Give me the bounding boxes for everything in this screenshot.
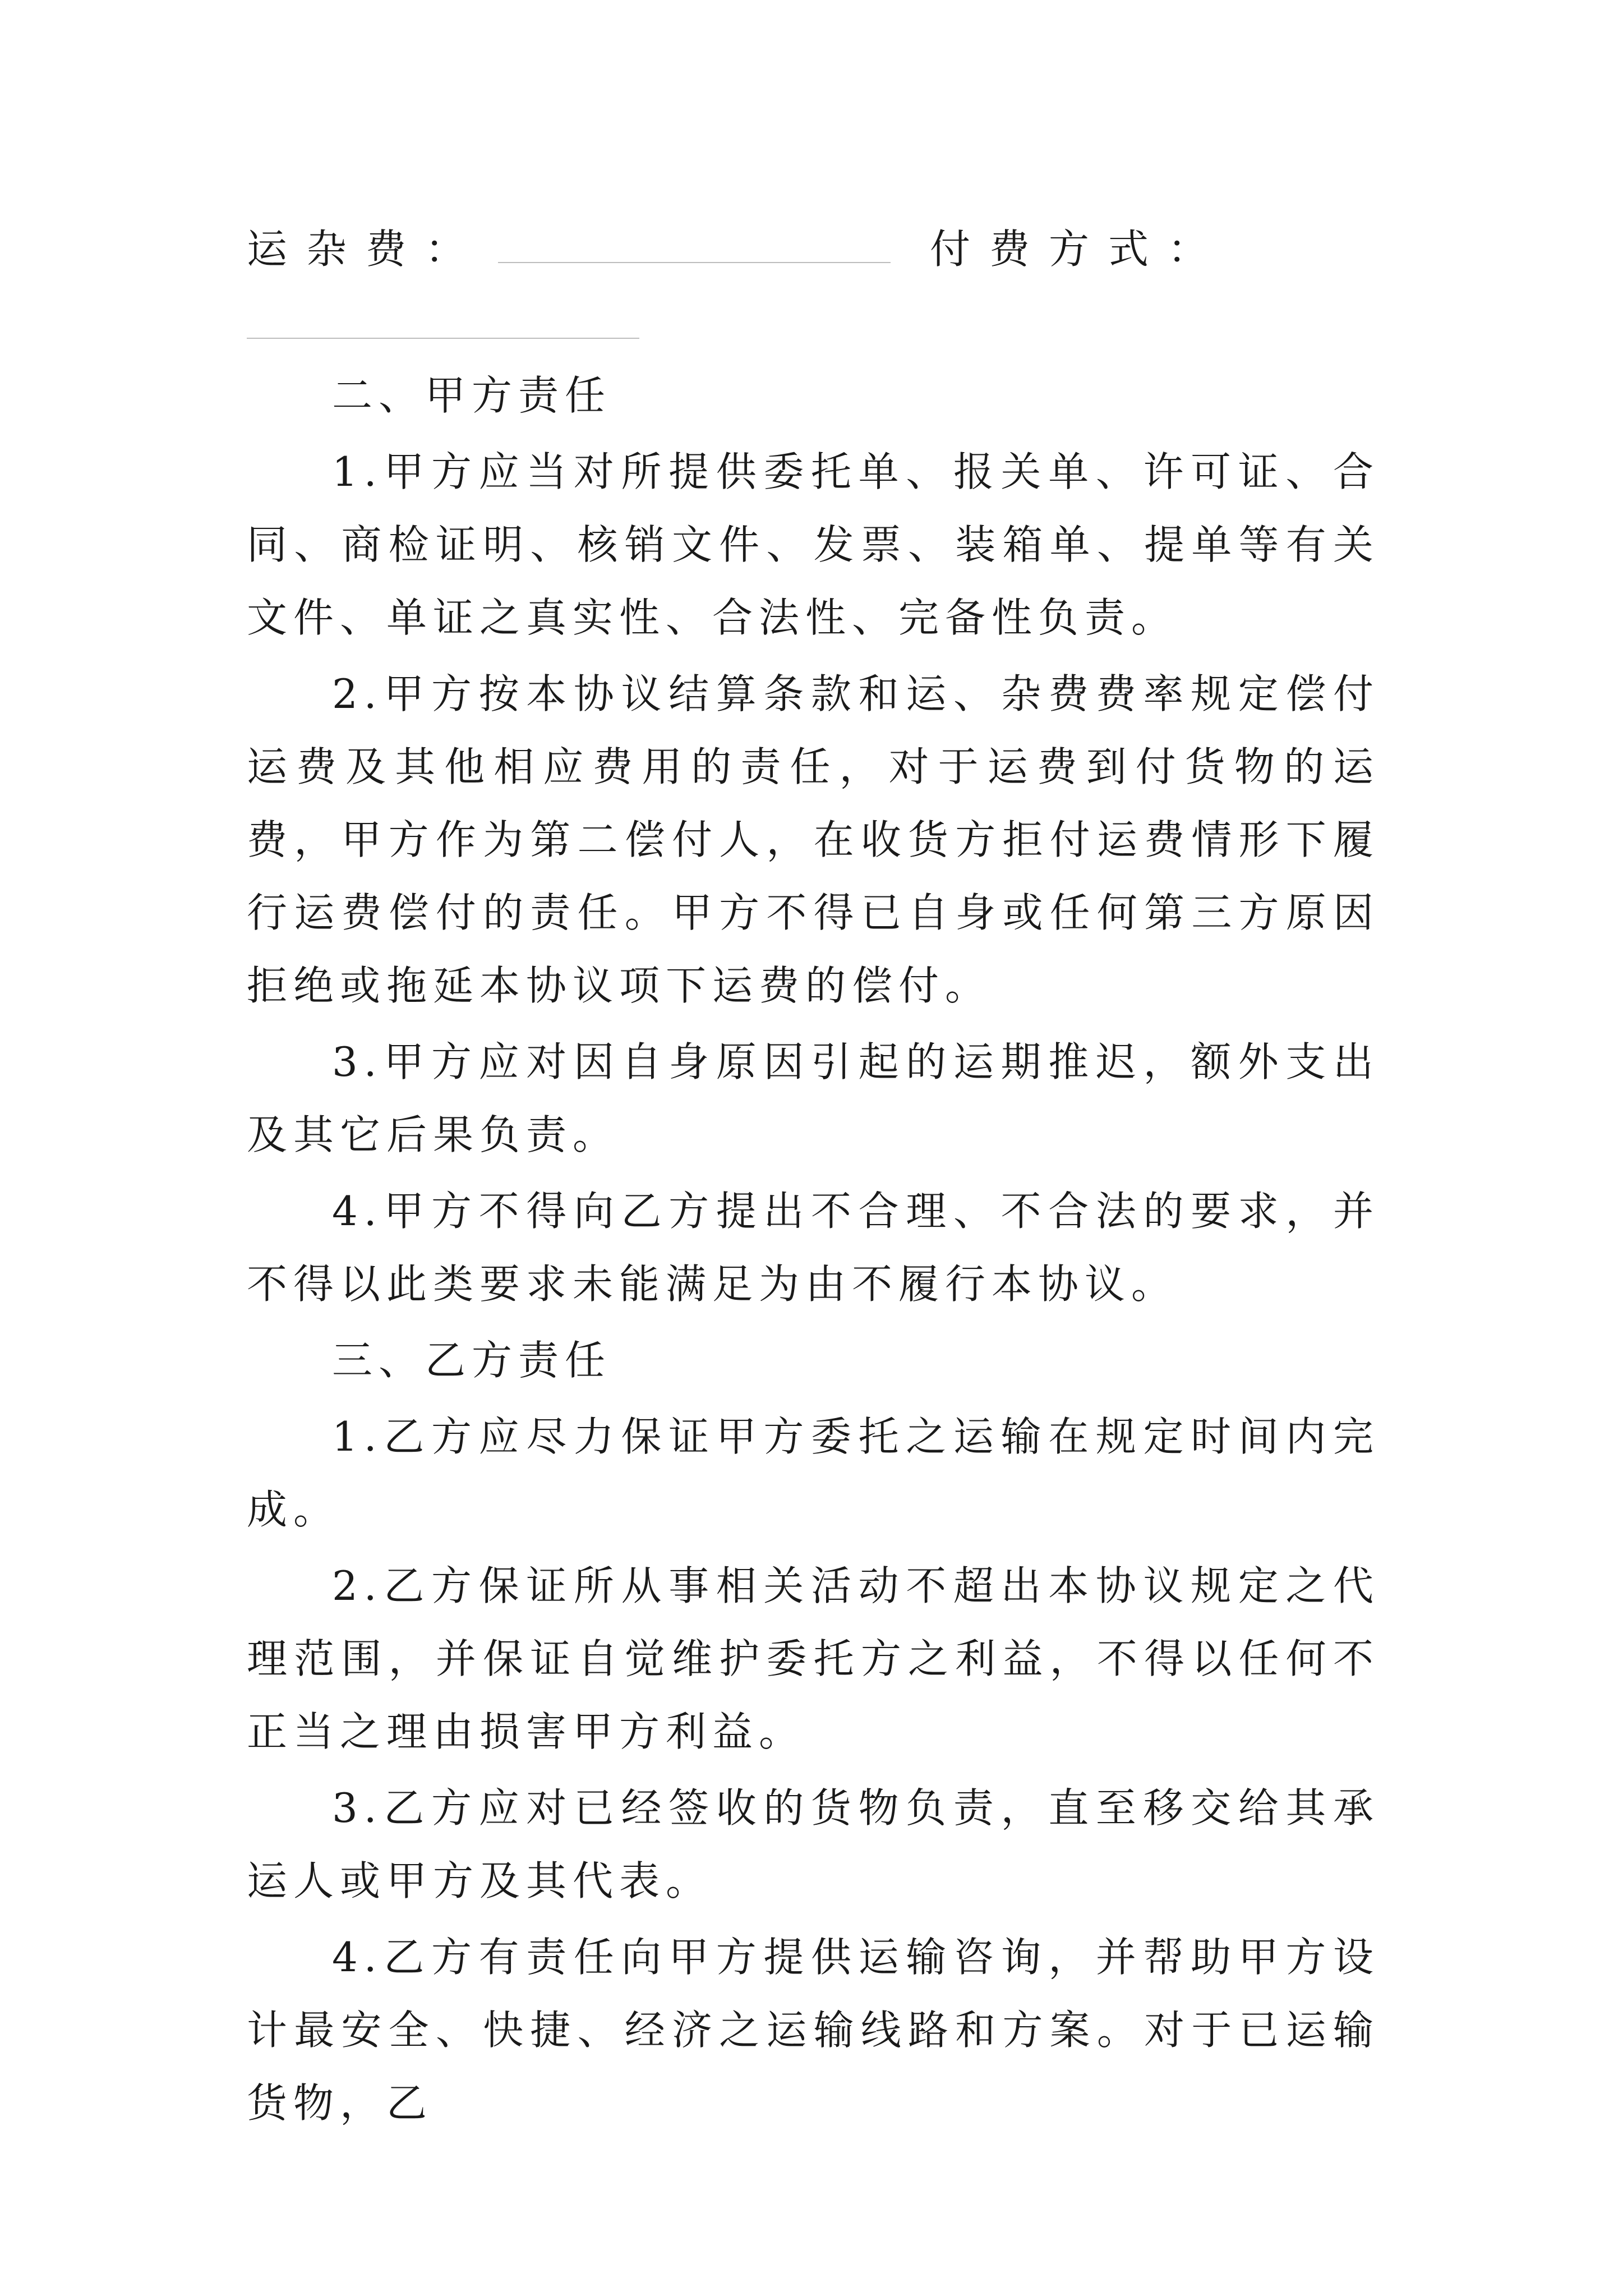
- party-a-clause-4: 4.甲方不得向乙方提出不合理、不合法的要求，并不得以此类要求未能满足为由不履行本协议。: [247, 1188, 1380, 1308]
- section-heading-party-b: 三、乙方责任: [332, 1337, 612, 1384]
- party-b-clause-4: 4.乙方有责任向甲方提供运输咨询，并帮助甲方设计最安全、快捷、经济之运输线路和方案。对于已运输货物，乙: [247, 1934, 1380, 2127]
- section-heading-party-a: 二、甲方责任: [332, 372, 612, 419]
- fee-line: [247, 218, 1374, 274]
- payment-method-label: 付费方式：: [930, 226, 1228, 273]
- party-b-clause-3: 3.乙方应对已经签收的货物负责，直至移交给其承运人或甲方及其代表。: [247, 1784, 1380, 1904]
- freight-fee-label: 运杂费：: [247, 226, 485, 273]
- payment-method-blank-line: [247, 338, 639, 339]
- party-b-clause-1: 1.乙方应尽力保证甲方委托之运输在规定时间内完成。: [247, 1413, 1380, 1533]
- freight-fee-blank-line: [498, 262, 891, 263]
- contract-body: [247, 359, 1380, 2143]
- party-a-clause-1: 1.甲方应当对所提供委托单、报关单、许可证、合同、商检证明、核销文件、发票、装箱单、提单等有关文件、单证之真实性、合法性、完备性负责。: [247, 448, 1380, 641]
- party-b-clause-2: 2.乙方保证所从事相关活动不超出本协议规定之代理范围，并保证自觉维护委托方之利益，不得以任何不正当之理由损害甲方利益。: [247, 1562, 1380, 1755]
- party-a-clause-2: 2.甲方按本协议结算条款和运、杂费费率规定偿付运费及其他相应费用的责任，对于运费到付货物的运费，甲方作为第二偿付人，在收货方拒付运费情形下履行运费偿付的责任。甲方不得已自身或任何第三方原因拒绝或拖延本协议项下运费的偿付。: [247, 670, 1380, 1009]
- party-a-clause-3: 3.甲方应对因自身原因引起的运期推迟，额外支出及其它后果负责。: [247, 1038, 1380, 1158]
